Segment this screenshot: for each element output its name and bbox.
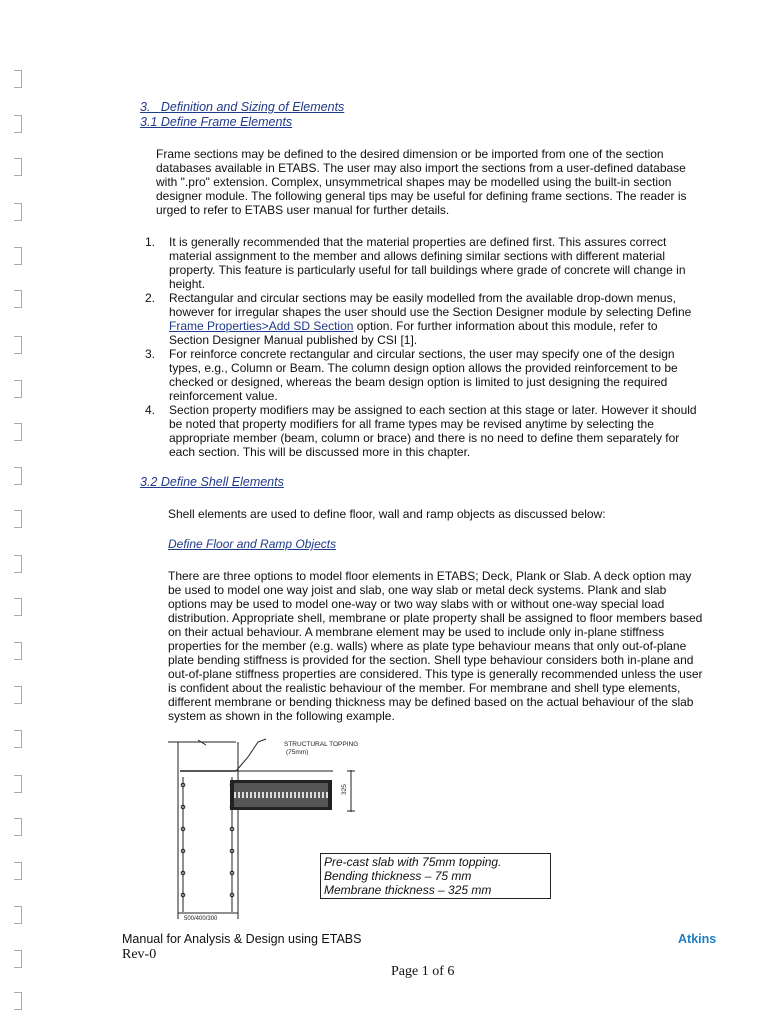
caption-line: Bending thickness – 75 mm xyxy=(324,869,472,883)
margin-mark xyxy=(14,775,22,793)
margin-mark xyxy=(14,818,22,836)
margin-mark xyxy=(14,290,22,308)
topping-size-label: (75mm) xyxy=(286,749,309,756)
margin-mark xyxy=(14,992,22,1010)
margin-mark xyxy=(14,642,22,660)
floor-ramp-heading: Define Floor and Ramp Objects xyxy=(168,537,337,551)
precast-slab xyxy=(230,739,333,810)
caption-line: Pre-cast slab with 75mm topping. xyxy=(324,855,502,869)
section-3-heading: 3. Definition and Sizing of Elements xyxy=(140,100,345,114)
margin-mark xyxy=(14,336,22,354)
margin-mark xyxy=(14,950,22,968)
footer-revision: Rev-0 xyxy=(122,947,157,962)
margin-mark xyxy=(14,510,22,528)
section-3-2-heading: 3.2 Define Shell Elements xyxy=(140,475,284,489)
dimension-value: 325 xyxy=(341,784,348,795)
margin-mark xyxy=(14,70,22,88)
column-section xyxy=(168,740,238,919)
intro-paragraph: Frame sections may be defined to the desired dimension or be imported from one of the section databases available in ETABS. The user may also import the sections from a user-defined database with ".pro" extension. Complex, unsymmetrical shapes may be modelled using the built-in section designer module. The following general tips may be useful for defining frame sections. The reader is urged to refer to ETABS user manual for further details. xyxy=(156,147,687,217)
figure-caption-box xyxy=(320,853,551,899)
margin-mark xyxy=(14,158,22,176)
margin-mark xyxy=(14,247,22,265)
margin-mark xyxy=(14,203,22,221)
margin-mark xyxy=(14,862,22,880)
dimension-line xyxy=(347,770,355,812)
margin-mark xyxy=(14,730,22,748)
margin-mark xyxy=(14,423,22,441)
margin-mark xyxy=(14,380,22,398)
margin-mark xyxy=(14,115,22,133)
margin-mark xyxy=(14,686,22,704)
margin-mark xyxy=(14,555,22,573)
frame-properties-link[interactable]: Frame Properties>Add SD Section xyxy=(169,319,354,333)
margin-mark xyxy=(14,467,22,485)
floor-paragraph: There are three options to model floor elements in ETABS; Deck, Plank or Slab. A deck option may be used to model one way joist and slab, one way slab or metal deck systems. Plank and slab options may be used to model one-way or two way slabs with or without one-way special load distribution. Appropriate shell, membrane or plate property shall be assigned to floor members based on their actual behaviour. A membrane element may be used to include only in-plane stiffness properties for the member (e.g. walls) where as plate type behaviour means that only out-of-plane plate bending stiffness is provided for the section. Shell type behaviour considers both in-plane and out-of-plane stiffness properties are considered. This type is generally recommended unless the user is confident about the realistic behaviour of the member. For membrane and shell type elements, different membrane or bending thickness may be defined based on the actual behaviour of the slab system as shown in the following example. xyxy=(168,569,703,723)
topping-label: STRUCTURAL TOPPING xyxy=(284,741,359,748)
footer-page-number: Page 1 of 6 xyxy=(391,964,455,979)
margin-mark xyxy=(14,906,22,924)
shell-intro: Shell elements are used to define floor, wall and ramp objects as discussed below: xyxy=(168,507,606,521)
caption-line: Membrane thickness – 325 mm xyxy=(324,883,492,897)
margin-mark xyxy=(14,598,22,616)
footer-company: Atkins xyxy=(678,932,717,946)
footer-manual-title: Manual for Analysis & Design using ETABS xyxy=(122,932,362,946)
section-3-1-heading: 3.1 Define Frame Elements xyxy=(140,115,293,129)
column-size-label: 500/400/300 xyxy=(184,916,218,922)
